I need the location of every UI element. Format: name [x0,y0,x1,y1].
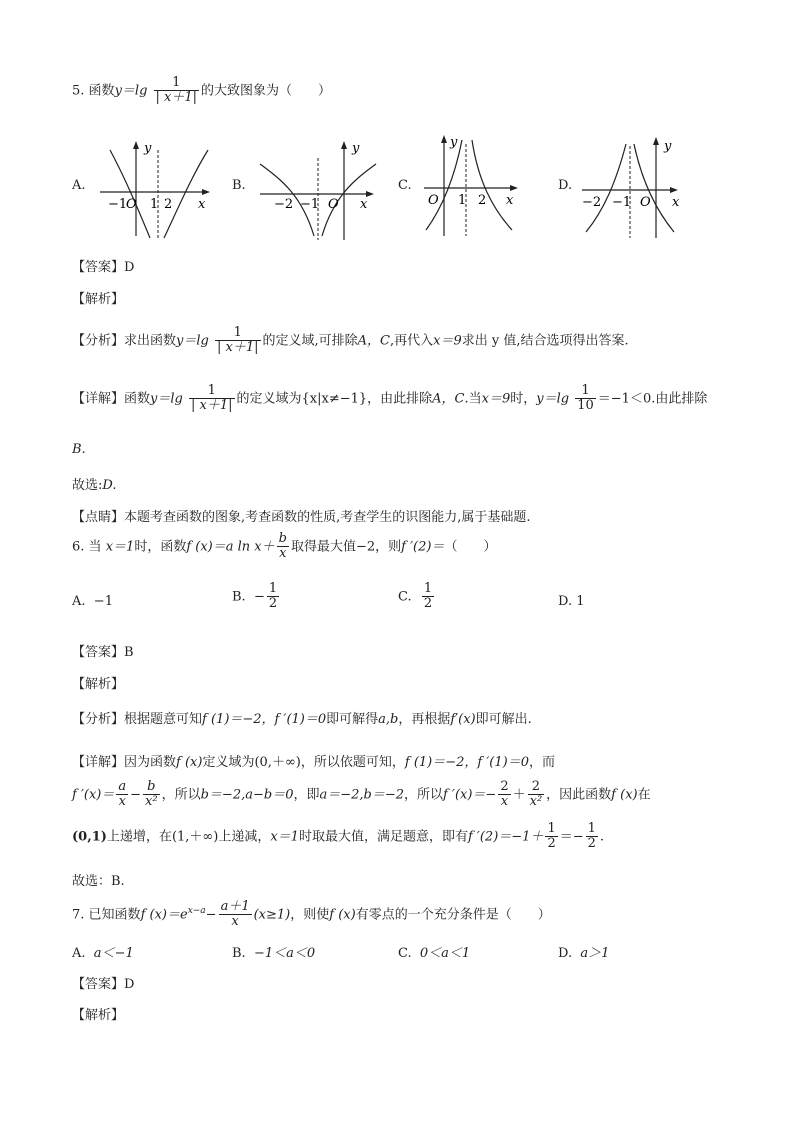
q5-graph-a-y-label: y [144,141,152,156]
q5-graph-a-x-label: x [198,197,206,212]
q5-xj-x: x＝9 [481,391,511,407]
q5-xj-fraction [189,384,235,414]
q6-l2-frac [116,780,128,810]
q5-graph-d-y-label: y [664,139,672,154]
q6-l2-frac-den: x [116,794,128,809]
q5-fenxi-fraction [215,326,261,356]
q6-option-c-den: 2 [423,596,433,612]
q6-l2-frac-num: a [118,779,127,794]
q6-xj-domain: (0,＋∞) [254,755,301,770]
q5-answer-value: D [124,260,135,275]
q5-graph-d-tick: −1 [612,195,632,210]
q5-graph-c-tick: 1 [458,193,467,208]
q5-guxuan-text: 故选: [72,478,103,493]
q6-l3-frac [586,822,598,852]
q6-xj-text: 因为函数 [124,755,177,770]
q5-graph-b-y-label: y [352,141,360,156]
q6-xj-text: ，而 [528,755,555,770]
q6-l3-frac-num: 1 [547,821,556,836]
q5-graph-a-tick: 2 [164,197,173,212]
q6-fenxi-fp: f′(x) [450,712,476,727]
q5-xiangjie-tag: 【详解】 [72,391,125,407]
q7-option-d [558,942,609,961]
q5-graph-a-tick: 1 [150,197,159,212]
q5-fenxi-ac: A，C [357,333,390,349]
q5-xj-text: 的定义域为{x|x≠−1}，由此排除 [236,391,433,407]
q7-option-a-value: a＜−1 [93,946,134,961]
q6-option-c-fraction [422,582,434,612]
q7-answer [72,973,134,992]
q6-number: 6. [72,539,85,555]
q6-option-c-num: 1 [423,581,433,596]
q6-xj-text: ，所以依题可知， [300,755,405,770]
q7-stem-text: ，则使 [290,907,330,923]
q6-l3-text: 上递增，在 [106,829,172,845]
q5-frac-num: 1 [172,75,181,90]
q5-xj-last: B. [72,442,86,457]
q6-l3-frac-den: 2 [587,836,596,852]
q6-l2-fp2: f ′(x)＝− [443,787,497,803]
q5-fenxi-frac-den: | x＋1| [217,340,259,356]
q6-fenxi-text: 根据题意可知 [124,712,203,727]
q6-stem-x: x＝1 [105,539,135,555]
q5-fraction [154,76,200,106]
q5-graph-b [256,136,378,242]
q6-l3-int1: (0,1) [72,829,107,845]
q5-number: 5. [72,83,85,99]
q6-option-c-label: C. [398,589,412,605]
q6-option-a-label: A. [72,594,86,609]
q6-stem-f: f (x)＝a ln x＋ [186,539,275,555]
q5-graph-b-tick: −2 [274,197,294,212]
q5-graph-c [420,130,526,240]
q6-option-d [558,594,585,609]
q5-fenxi-x: x＝9 [433,333,462,349]
q7-option-d-label: D. [558,946,573,961]
q5-fenxi-text: 求出 y 值,结合选项得出答案. [461,333,629,349]
q6-l3-text: 时取最大值，满足题意，即有 [298,829,468,845]
q6-option-d-value: 1 [576,594,585,609]
q6-l3-eq: ＝− [559,829,584,845]
q5-xj-fraction-10 [575,384,596,414]
q6-stem-text: （ ） [444,539,497,555]
q6-l2-frac-den: x² [529,794,543,810]
q5-answer-tag: 【答案】 [72,260,125,275]
q5-dianjing [72,506,531,525]
q5-xj-text: .当 [464,391,482,407]
q6-fenxi-tag: 【分析】 [72,712,125,727]
q6-stem [72,532,496,562]
q6-fenxi-text: ，再根据 [398,712,451,727]
q6-l3-text: 上递减， [218,829,271,845]
q7-stem-minus: − [205,907,217,923]
q6-stem-text: 当 [88,539,102,555]
q6-l2-frac-num: 2 [500,779,509,794]
q5-prefix: 函数 [88,83,115,99]
q5-frac-den: | x＋1| [155,90,198,106]
q6-xiangjie-tag: 【详解】 [72,755,125,770]
q6-l2-frac-num: 2 [531,779,541,794]
q5-graph-c-x-label: x [506,193,514,208]
q5-xj-ac: A，C [432,391,465,407]
q7-stem-text: 有零点的一个充分条件是（ ） [355,907,551,923]
q6-option-b-label: B. [232,589,246,605]
q5-xj-text: 函数 [124,391,151,407]
q5-stem [72,76,331,106]
q5-fenxi-text: ,再代入 [389,333,434,349]
q6-l2-text: ，即 [293,787,320,803]
q6-option-b-den: 2 [268,596,278,612]
q5-graph-b-tick: −1 [300,197,320,212]
q6-l2-fp: f ′(x)＝ [72,787,115,803]
q6-l3-int2: (1,＋∞) [171,829,219,845]
q5-xj-y: y＝lg [536,391,570,407]
q6-l2-fx: f (x) [611,787,638,803]
q7-stem-text: 已知函数 [88,907,141,923]
q6-l3-fp: f ′(2)＝−1＋ [467,829,544,845]
q5-graph-b-x-label: x [360,197,368,212]
q6-analysis-tag: 【解析】 [72,677,125,692]
q5-xj-frac10-num: 1 [581,383,590,398]
q7-number: 7. [72,907,85,923]
q5-fenxi-text: 求出函数 [124,333,177,349]
q6-option-a [72,594,113,609]
q7-option-c-value: 0＜a＜1 [419,946,471,961]
q7-stem-fraction [219,900,252,930]
q6-l2-eq2: a＝−2,b＝−2 [319,787,405,803]
q5-fenxi [72,326,629,356]
q6-xj-line3 [72,822,604,852]
q5-xj-frac-den: | x＋1| [191,398,233,414]
q5-fenxi-text: 的定义域,可排除 [262,333,358,349]
q6-option-d-label: D. [558,594,573,609]
q5-suffix: 的大致图象为（ ） [201,83,332,99]
q5-option-a-label: A. [72,178,86,193]
q6-fenxi-text: 即可解出. [475,712,532,727]
q6-l3-end: . [599,829,605,845]
q6-xj-text: 定义域为 [202,755,255,770]
q5-option-d-label: D. [558,178,573,193]
q6-l3-x: x＝1 [270,829,299,845]
q5-graph-a [94,136,212,242]
q6-fenxi-cond: f (1)＝−2，f ′(1)＝0 [202,712,327,727]
q6-stem-frac-num: b [278,531,287,546]
q5-xj-frac-num: 1 [207,383,216,398]
q5-xj-text: 时， [510,391,537,407]
q6-l2-frac [143,780,160,810]
q6-xj-fx: f (x) [176,755,203,770]
q5-func: y＝lg [114,83,148,99]
q5-graph-a-origin: O [126,197,137,212]
q5-graph-a-tick: −1 [108,197,128,212]
q7-analysis-tag: 【解析】 [72,1008,125,1023]
q7-answer-tag: 【答案】 [72,977,125,992]
q6-stem-frac-den: x [277,546,289,561]
q7-option-d-value: a＞1 [580,946,610,961]
q7-stem-frac-num: a＋1 [220,899,250,914]
q5-answer [72,256,134,275]
q5-option-b-label: B. [232,178,246,193]
q6-stem-text: 时，函数 [134,539,187,555]
q7-option-c-label: C. [398,946,412,961]
q5-option-c-label: C. [398,178,412,193]
q6-l2-text: ，因此函数 [546,787,612,803]
q6-l2-text: ，所以 [161,787,201,803]
q7-option-b-value: −1＜a＜0 [253,946,316,961]
q5-xj-func: y＝lg [150,391,183,407]
q6-l2-frac-den: x [498,794,510,809]
q6-option-a-value: −1 [93,594,113,609]
q7-stem-cond: (x≥1) [253,907,291,923]
q6-xj-cond: f (1)＝−2，f ′(1)＝0 [404,755,529,770]
q5-fenxi-func: y＝lg [176,333,209,349]
q7-stem [72,900,551,930]
q6-l3-frac [545,822,557,852]
q6-l2-frac-den: x² [145,794,158,810]
q6-l3-frac-den: 2 [547,836,556,852]
q7-stem-f: f (x)＝e [140,907,188,923]
q6-answer [72,641,134,660]
q6-answer-tag: 【答案】 [72,645,125,660]
q5-fenxi-tag: 【分析】 [72,333,125,349]
q6-fenxi-text: 即可解得 [326,712,379,727]
q5-xj-text: ＝−1＜0.由此排除 [597,391,708,407]
q6-stem-fraction [277,532,289,562]
q5-graph-c-y-label: y [450,135,458,150]
q6-guxuan: 故选：B. [72,874,125,889]
q6-l2-eq1: b＝−2,a−b＝0 [200,787,294,803]
q6-option-b-fraction [267,582,279,612]
q6-stem-text: 取得最大值−2，则 [290,539,402,555]
q6-option-b-sign: − [253,589,265,605]
q5-dianjing-text: 本题考查函数的图象,考查函数的性质,考查学生的识图能力,属于基础题. [124,510,531,525]
q5-graph-d-tick: −2 [582,195,602,210]
q6-fenxi [72,708,532,727]
q5-graph-d-x-label: x [672,195,680,210]
q6-l2-frac [528,780,545,810]
q5-graph-c-tick: 2 [478,193,487,208]
q7-stem-fx: f (x) [329,907,356,923]
q5-graph-d [578,132,686,242]
q7-option-b [232,942,315,961]
q6-xj-line2 [72,780,651,810]
q6-l2-frac [498,780,510,810]
q6-option-b [232,582,281,612]
q5-xiangjie [72,384,707,414]
q5-guxuan-answer: D. [102,478,117,493]
q6-l2-plus: ＋ [512,787,526,803]
q7-option-a [72,942,134,961]
q6-l2-minus: − [130,787,142,803]
q6-l2-frac-num: b [147,779,156,794]
q5-guxuan [72,474,116,493]
q7-stem-exp: x−a [187,905,206,916]
q6-option-b-num: 1 [268,581,278,596]
q6-xiangjie [72,751,555,770]
q7-option-a-label: A. [72,946,86,961]
q7-option-c [398,942,470,961]
q5-graph-c-origin: O [428,193,439,208]
q6-l2-text: 在 [637,787,651,803]
q6-stem-fp: f ′(2)＝ [401,539,445,555]
q6-option-c [398,582,436,612]
q5-analysis-tag: 【解析】 [72,292,125,307]
q5-graph-d-origin: O [640,195,651,210]
q5-xj-frac10-den: 10 [577,398,594,414]
q5-graph-b-origin: O [328,197,339,212]
q6-fenxi-ab: a,b [378,712,399,727]
q7-stem-frac-den: x [219,914,252,929]
q6-answer-value: B [124,645,134,660]
q5-dianjing-tag: 【点睛】 [72,510,125,525]
q6-l2-text: ，所以 [404,787,444,803]
q6-l3-frac-num: 1 [587,821,596,836]
q7-answer-value: D [124,977,135,992]
q7-option-b-label: B. [232,946,246,961]
q5-fenxi-frac-num: 1 [233,325,242,340]
